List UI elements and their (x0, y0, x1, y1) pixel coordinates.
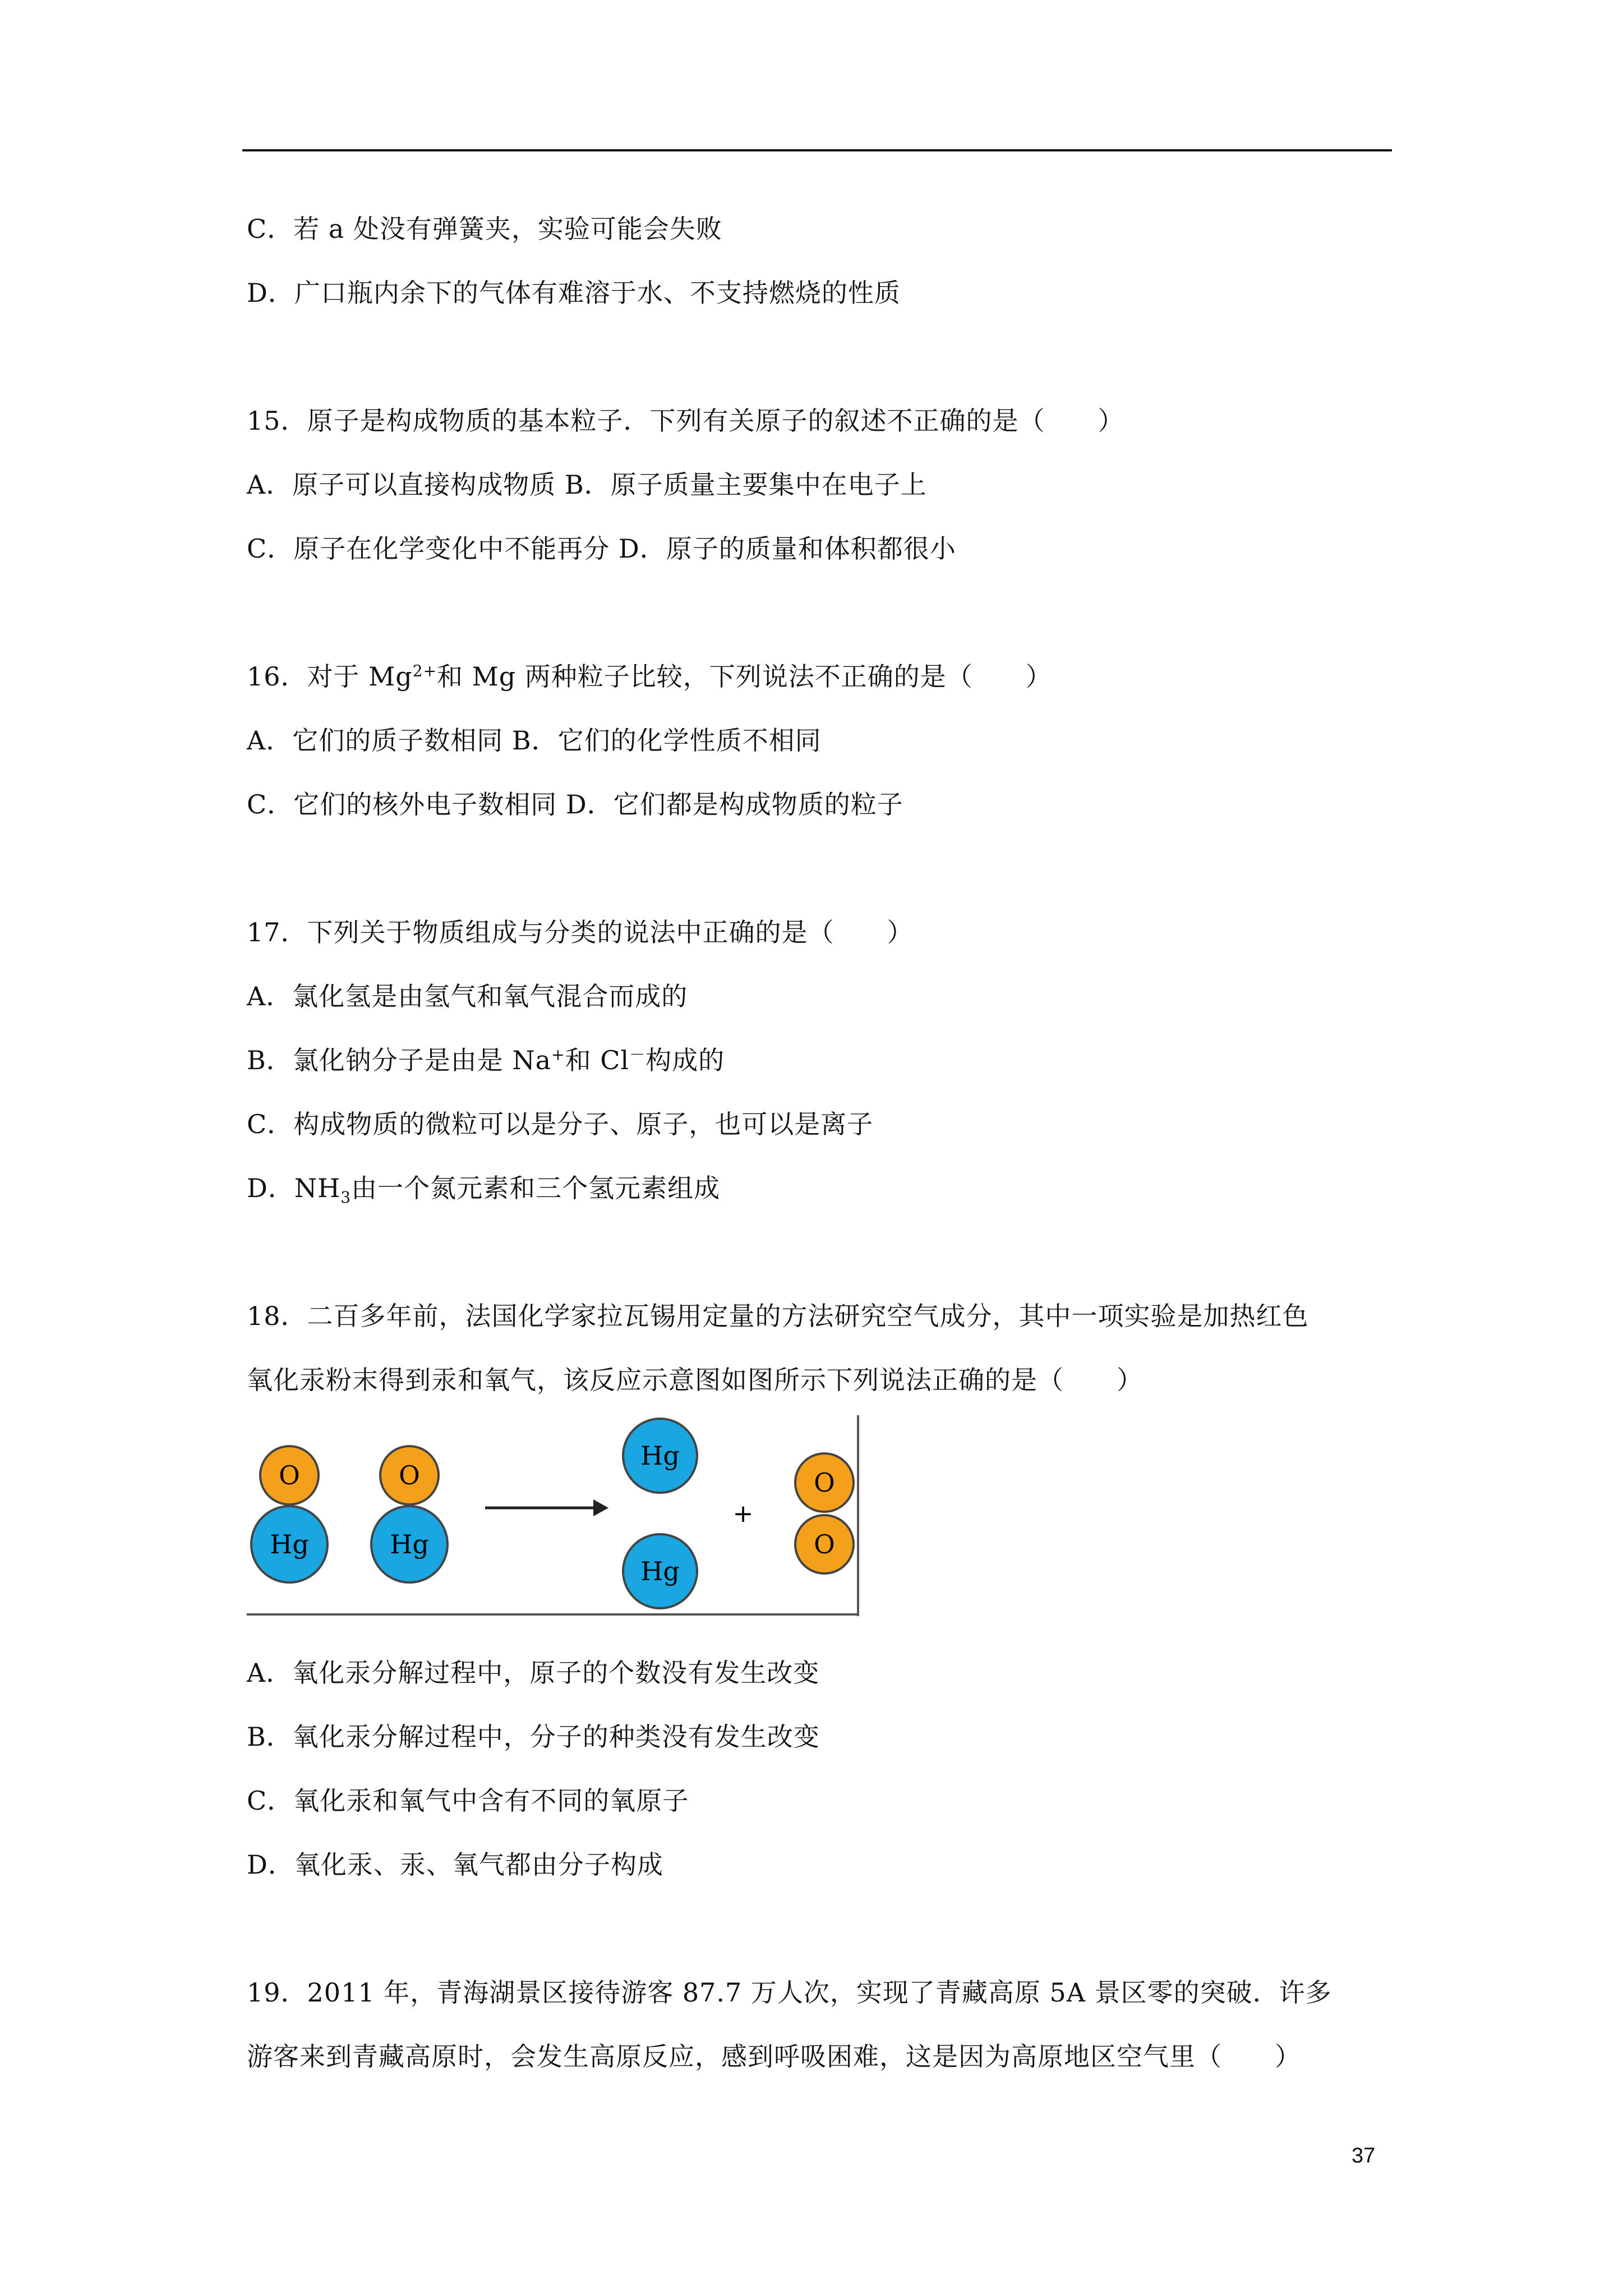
q18-stem-line2: 氧化汞粉末得到汞和氧气，该反应示意图如图所示下列说法正确的是（ ） (247, 1365, 1143, 1395)
q17-option-d (247, 1171, 720, 1205)
reaction-diagram (247, 1415, 861, 1616)
q17-d-pre: D．NH (247, 1173, 341, 1203)
oxygen-atom-label: O (814, 1529, 835, 1559)
q15-options-cd: C．原子在化学变化中不能再分 D．原子的质量和体积都很小 (247, 533, 956, 564)
q17-option-a: A．氯化氢是由氢气和氧气混合而成的 (247, 981, 688, 1011)
page-number: 37 (1352, 2144, 1376, 2168)
q17-b-sup2: － (629, 1045, 646, 1064)
q18-option-d: D．氧化汞、汞、氧气都由分子构成 (247, 1849, 663, 1880)
mercury-atom-label: Hg (390, 1529, 429, 1559)
q17-b-mid: 和 Cl (565, 1045, 630, 1075)
oxygen-atom-label: O (279, 1460, 300, 1490)
q15-options-ab: A．原子可以直接构成物质 B．原子质量主要集中在电子上 (247, 470, 927, 500)
q18-stem-line1: 18．二百多年前，法国化学家拉瓦锡用定量的方法研究空气成分，其中一项实验是加热红色 (247, 1301, 1309, 1331)
q18-option-c: C．氧化汞和氧气中含有不同的氧原子 (247, 1786, 689, 1816)
q19-stem-line1: 19．2011 年，青海湖景区接待游客 87.7 万人次，实现了青藏高原 5A 景区零的突破．许多 (247, 1977, 1332, 2008)
mercury-atom-label: Hg (640, 1441, 680, 1471)
reaction-arrow (485, 1499, 608, 1516)
oxygen-atom-label: O (814, 1467, 835, 1498)
q17-b-pre: B．氯化钠分子是由是 Na (247, 1045, 552, 1075)
header-rule (242, 149, 1392, 151)
q17-option-c: C．构成物质的微粒可以是分子、原子，也可以是离子 (247, 1109, 874, 1139)
q16-stem-sup: 2+ (412, 661, 437, 680)
q18-option-b: B．氧化汞分解过程中，分子的种类没有发生改变 (247, 1722, 820, 1752)
q17-d-post: 由一个氮元素和三个氢元素组成 (351, 1173, 721, 1203)
q17-d-sub: 3 (340, 1188, 352, 1207)
plus-sign: + (732, 1499, 754, 1528)
oxygen-molecule (795, 1453, 854, 1573)
q14-option-d: D．广口瓶内余下的气体有难溶于水、不支持燃烧的性质 (247, 278, 901, 308)
q19-stem-line2: 游客来到青藏高原时，会发生高原反应，感到呼吸困难，这是因为高原地区空气里（ ） (247, 2041, 1301, 2072)
mercury-atom-label: Hg (640, 1556, 680, 1586)
q17-b-sup1: + (551, 1045, 565, 1064)
hgo-molecule (251, 1446, 328, 1582)
mercury-atom-product (623, 1534, 697, 1608)
q16-stem-pre: 16．对于 Mg (247, 661, 413, 692)
q16-options-cd: C．它们的核外电子数相同 D．它们都是构成物质的粒子 (247, 789, 903, 820)
q17-b-post: 构成的 (645, 1045, 725, 1075)
q16-stem-post: 和 Mg 两种粒子比较，下列说法不正确的是（ ） (436, 661, 1052, 692)
q16-stem (247, 660, 1052, 693)
q18-option-a: A．氧化汞分解过程中，原子的个数没有发生改变 (247, 1658, 820, 1688)
q17-stem: 17．下列关于物质组成与分类的说法中正确的是（ ） (247, 917, 914, 947)
mercury-atom-label: Hg (270, 1529, 309, 1559)
q15-stem: 15．原子是构成物质的基本粒子．下列有关原子的叙述不正确的是（ ） (247, 406, 1124, 436)
oxygen-atom-label: O (399, 1460, 420, 1490)
q17-option-b (247, 1043, 725, 1077)
hgo-molecule (371, 1446, 448, 1582)
q16-options-ab: A．它们的质子数相同 B．它们的化学性质不相同 (247, 725, 822, 756)
mercury-atom-product (623, 1419, 697, 1493)
q14-option-c: C．若 a 处没有弹簧夹，实验可能会失败 (247, 214, 722, 244)
